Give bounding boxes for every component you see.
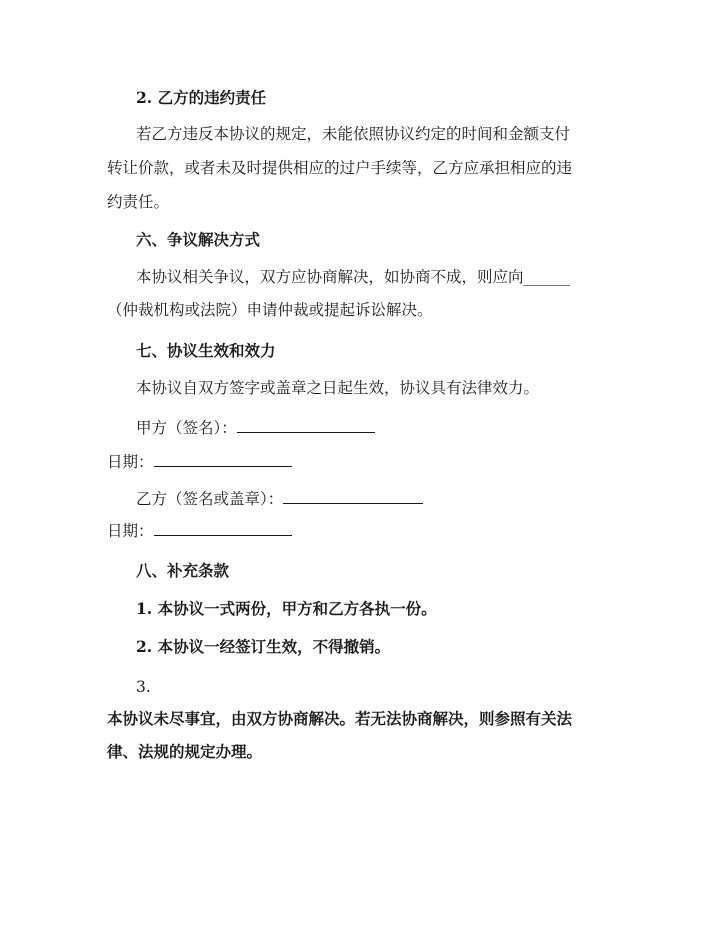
liability-2-para-line-3: 约责任。 <box>107 193 170 211</box>
party-b-label: 乙方（签名或盖章）： <box>136 490 284 508</box>
section-8-item-3-line-2: 律、法规的规定办理。 <box>107 742 263 761</box>
party-b-signature-row <box>136 489 423 509</box>
party-a-date-row <box>107 452 292 472</box>
section-6-para-line-2: （仲裁机构或法院）申请仲裁或提起诉讼解决。 <box>107 301 433 319</box>
party-a-label: 甲方（签名）： <box>136 419 237 437</box>
section-6-para-line-1: 本协议相关争议，双方应协商解决，如协商不成，则应向______ <box>136 268 571 286</box>
section-8-item-2: 2. 本协议一经签订生效，不得撤销。 <box>136 637 391 656</box>
liability-2-para-line-2: 转让价款，或者未及时提供相应的过户手续等，乙方应承担相应的违 <box>107 159 573 177</box>
party-b-date-row <box>107 521 292 541</box>
section-7-heading: 七、协议生效和效力 <box>136 341 276 360</box>
party-a-signature-row <box>136 418 375 438</box>
party-a-signature-line[interactable] <box>237 418 375 433</box>
liability-2-para-line-1: 若乙方违反本协议的规定，未能依照协议约定的时间和金额支付 <box>136 125 571 143</box>
section-7-para: 本协议自双方签字或盖章之日起生效，协议具有法律效力。 <box>136 379 540 397</box>
section-8-item-1: 1. 本协议一式两份，甲方和乙方各执一份。 <box>136 599 437 618</box>
section-6-heading: 六、争议解决方式 <box>136 230 261 249</box>
section-8-item-3-line-1: 本协议未尽事宜，由双方协商解决。若无法协商解决，则参照有关法 <box>107 709 573 728</box>
section-8-item-3-number: 3. <box>136 678 151 696</box>
section-8-heading: 八、补充条款 <box>136 561 230 580</box>
party-b-date-label: 日期： <box>107 522 154 540</box>
liability-2-heading: 2. 乙方的违约责任 <box>136 88 267 107</box>
party-a-date-label: 日期： <box>107 453 154 471</box>
party-b-date-line[interactable] <box>154 521 292 536</box>
party-b-signature-line[interactable] <box>283 489 423 504</box>
party-a-date-line[interactable] <box>154 452 292 467</box>
